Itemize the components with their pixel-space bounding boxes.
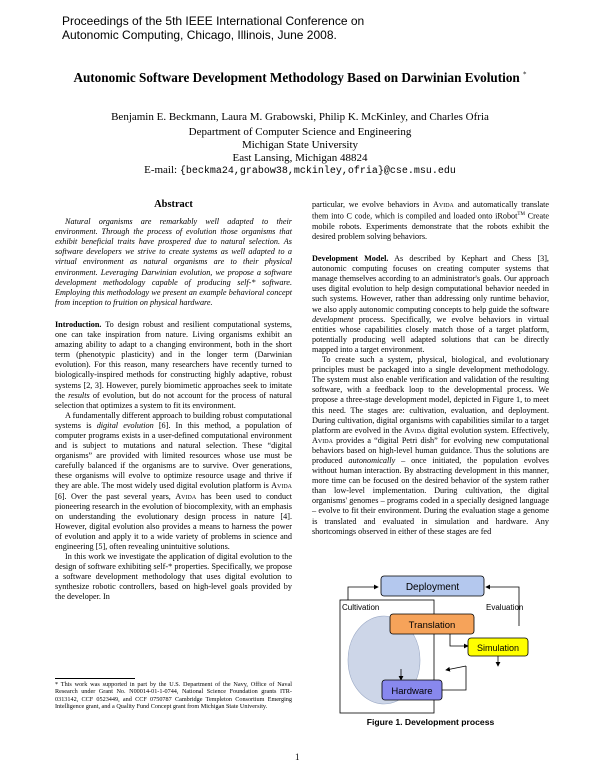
left-column <box>55 200 292 603</box>
proceedings-line-2: Autonomic Computing, Chicago, Illinois, June 2008. <box>62 28 337 42</box>
abstract-heading: Abstract <box>154 199 193 210</box>
simulation-label: Simulation <box>476 643 520 653</box>
evaluation-label: Evaluation <box>486 603 524 612</box>
abstract-text: Natural organisms are remarkably well adapted to their environment. Through the process of evolution those organisms that exhibit beneficial traits have prospered due to natural selection. As software developers we strive to create systems as well adapted to a virtual environment as natural organisms are to their physical environment. Leveraging Darwinian evolution, we propose a software development methodology capable of producing self-* software. Employing this methodology we present an example behavioral concept from inception to fruition on physical hardware. <box>55 217 292 307</box>
title-footnote-mark: * <box>523 70 527 79</box>
development-process-figure <box>338 570 530 718</box>
intro-paragraph-2: A fundamentally different approach to building robust computational systems is digital evolution [6]. In this method, a population of computer programs exists in a user-defined computational environment and is subject to mutations and natural selection. These “digital organisms” are provided with limited resources whose use must be carefully balanced if the organisms are to survive. Over generations, these organisms will evolve to optimize resource usage and thrive if they are able. The most widely used digital evolution platform is Avida [6]. Over the past several years, Avida has been used to conduct pioneering research in the evolution of biocomplexity, with an emphasis on understanding the evolutionary design process in nature [4]. However, digital evolution also provides a means to harness the power of evolution and apply it to a wide variety of problems in science and engineering [5], often revealing unintuitive solutions. <box>55 410 293 551</box>
cultivation-label: Cultivation <box>342 603 380 612</box>
dev-paragraph-2: To create such a system, physical, biological, and evolutionary principles must be packaged into a single development methodology. The system must also enable verification and validation of the resulting software, with a feedback loop to the developmental process. We propose a three-stage development model, depicted in Figure 1, to meet this need. The stages are: cultivation, evaluation, and deployment. During cultivation, digital organisms with capabilities similar to a target platform are evolved in the Avida digital evolution system. Effectively, Avida provides a “digital Petri dish” for evolving new computational behaviors based on high-level human guidance. Thus the solutions are produced autonomically – once initiated, the population evolves without human interaction. By abstracting development in this manner, more time can be focused on the desired behavior of the system rather than low-level implementation. During cultivation, the digital organisms' genomes – programs coded in a specially designed language – evolve to fit their environment. During the evaluation stage a genome is translated and evaluated in simulation and hardware. Any shortcomings observed in either of these stages are fed <box>312 355 550 536</box>
intro-heading: Introduction. <box>55 319 102 329</box>
title-text: Autonomic Software Development Methodology Based on Darwinian Evolution <box>73 70 520 85</box>
to-hardware-arrow <box>446 666 466 670</box>
email-address: {beckma24,grabow38,mckinley,ofria}@cse.msu.edu <box>179 166 456 178</box>
translation-label: Translation <box>408 620 456 631</box>
paper-title <box>0 70 600 86</box>
author-list: Benjamin E. Beckmann, Laura M. Grabowski, Philip K. McKinley, and Charles Ofria <box>111 111 489 123</box>
email-line <box>0 164 600 179</box>
city: East Lansing, Michigan 48824 <box>232 151 368 164</box>
department: Department of Computer Science and Engineering <box>188 126 412 138</box>
page-number: 1 <box>295 752 300 762</box>
intro-paragraph-1: Introduction. To design robust and resilient computational systems, one can take inspiration from nature. Living organisms exhibit an amazing ability to adapt to a changing environment, both in the short term (phenotypic plasticity) and in the longer term (Darwinian evolution). For this reason, many researchers have recently turned to biologically-inspired methods for constructing highly adaptive, robust systems [2, 3]. However, purely biomimetic approaches seek to imitate the results of evolution, but do not account for the process of natural selection that optimizes a system to fit its environment. <box>55 319 293 410</box>
deployment-label: Deployment <box>405 582 460 593</box>
right-paragraph-0: particular, we evolve behaviors in Avida and automatically translate them into C code, which is compiled and loaded onto iRobot™ Create mobile robots. Experiments demonstrate that the robots exhibit the desired problem solving behaviors. <box>312 200 550 242</box>
affiliation <box>0 126 600 179</box>
footnote-text: This work was supported in part by the U.S. Department of the Navy, Office of Naval Research under Grant No. N00014-01-1-0744, National Science Foundation grants ITR-0313142, CCF 0523449, and CCF 0750787 Cambridge Templeton Consortium Emerging Intelligence grant, and a Quality Fund Concept grant from Michigan State University. <box>55 681 292 711</box>
footnote-rule <box>55 678 135 679</box>
right-column <box>312 200 549 537</box>
university: Michigan State University <box>241 138 359 151</box>
proceedings-line-1: Proceedings of the 5th IEEE International Conference on <box>62 14 365 28</box>
translation-to-simulation-arrow <box>450 633 468 646</box>
hardware-label: Hardware <box>391 686 433 697</box>
dev-paragraph-1: Development Model. As described by Kephart and Chess [3], autonomic computing focuses on creating computer systems that manage themselves according to an administrator's goals. Our approach uses digital evolution to help design computational behavior needed in such systems. However, rather than addressing only runtime behavior, we also apply autonomic computing concepts to help guide the software development process. Specifically, we evolve behaviors in virtual entities whose capabilities closely match those of a target platform, potentially producing well adapted solutions that can be directly mapped into a target environment. <box>312 254 549 354</box>
figure-caption: Figure 1. Development process <box>366 717 495 727</box>
footnote-mark: * <box>55 681 59 688</box>
proceedings-header <box>62 14 364 42</box>
intro-paragraph-3: In this work we investigate the application of digital evolution to the design of software exhibiting self-* properties. Specifically, we propose a software development methodology that uses digital evolution to synthesize robotic controllers, based on high-level goals provided by the developer. In <box>55 552 292 602</box>
dev-model-heading: Development Model. <box>312 254 389 264</box>
hardware-feedback-line <box>442 666 466 690</box>
email-label: E-mail: <box>144 164 178 177</box>
footnote <box>55 681 292 711</box>
